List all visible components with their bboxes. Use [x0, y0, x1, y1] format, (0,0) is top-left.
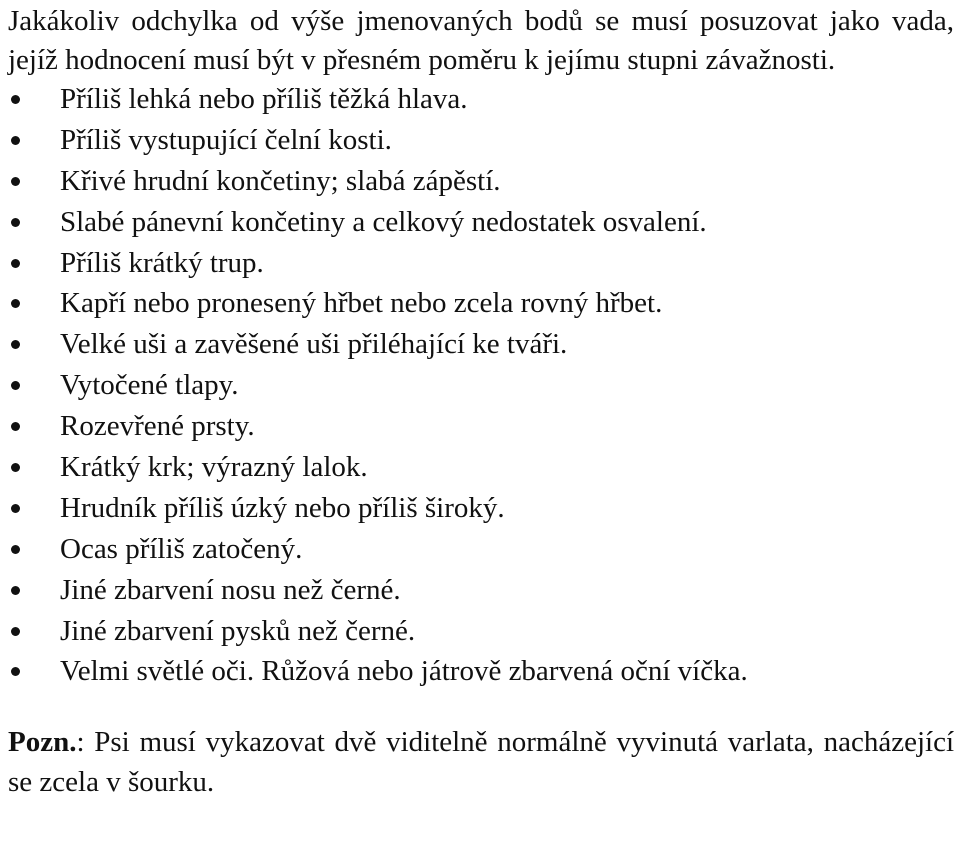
bullet-icon [11, 299, 20, 308]
list-item [8, 120, 954, 161]
list-item [8, 243, 954, 284]
list-item [8, 324, 954, 365]
bullet-icon [11, 381, 20, 390]
list-item [8, 202, 954, 243]
intro-paragraph: Jakákoliv odchylka od výše jmenovaných bodů se musí posuzovat jako vada, jejíž hodnocení musí být v přesném poměru k jejímu stupni závažnosti. [8, 5, 954, 76]
bullet-icon [11, 259, 20, 268]
list-item [8, 79, 954, 120]
list-item-text: Velké uši a zavěšené uši přiléhající ke tváři. [60, 328, 568, 361]
list-item-text: Vytočené tlapy. [60, 369, 239, 402]
list-item [8, 488, 954, 529]
bullet-icon [11, 627, 20, 636]
defects-list [8, 79, 954, 692]
note-text: : Psi musí vykazovat dvě viditelně normálně vyvinutá varlata, nacházející se zcela v šourku. [8, 726, 954, 799]
bullet-icon [11, 340, 20, 349]
bullet-icon [11, 177, 20, 186]
list-item-text: Příliš krátký trup. [60, 246, 264, 279]
bullet-icon [11, 218, 20, 227]
list-item-text: Hrudník příliš úzký nebo příliš široký. [60, 491, 505, 524]
list-item [8, 406, 954, 447]
list-item [8, 447, 954, 488]
list-item-text: Slabé pánevní končetiny a celkový nedostatek osvalení. [60, 205, 707, 238]
bullet-icon [11, 95, 20, 104]
list-item-text: Krátký krk; výrazný lalok. [60, 451, 368, 484]
list-item-text: Ocas příliš zatočený. [60, 532, 303, 565]
list-item-text: Kapří nebo pronesený hřbet nebo zcela rovný hřbet. [60, 287, 663, 320]
list-item-text: Velmi světlé oči. Růžová nebo játrově zbarvená oční víčka. [60, 655, 748, 688]
note-paragraph [8, 722, 954, 802]
list-item-text: Jiné zbarvení pysků než černé. [60, 614, 416, 647]
bullet-icon [11, 667, 20, 676]
list-item [8, 611, 954, 652]
bullet-icon [11, 422, 20, 431]
list-item-text: Příliš vystupující čelní kosti. [60, 123, 392, 156]
list-item-text: Jiné zbarvení nosu než černé. [60, 573, 401, 606]
bullet-icon [11, 586, 20, 595]
document-page [8, 0, 954, 802]
bullet-icon [11, 545, 20, 554]
bullet-icon [11, 136, 20, 145]
list-item [8, 161, 954, 202]
list-item-text: Rozevřené prsty. [60, 410, 255, 443]
bullet-icon [11, 504, 20, 513]
list-item [8, 283, 954, 324]
list-item-text: Příliš lehká nebo příliš těžká hlava. [60, 83, 468, 115]
list-item [8, 570, 954, 611]
list-item [8, 651, 954, 692]
list-item-text: Křivé hrudní končetiny; slabá zápěstí. [60, 164, 501, 197]
bullet-icon [11, 463, 20, 472]
list-item [8, 365, 954, 406]
note-label: Pozn. [8, 726, 77, 759]
list-item [8, 529, 954, 570]
